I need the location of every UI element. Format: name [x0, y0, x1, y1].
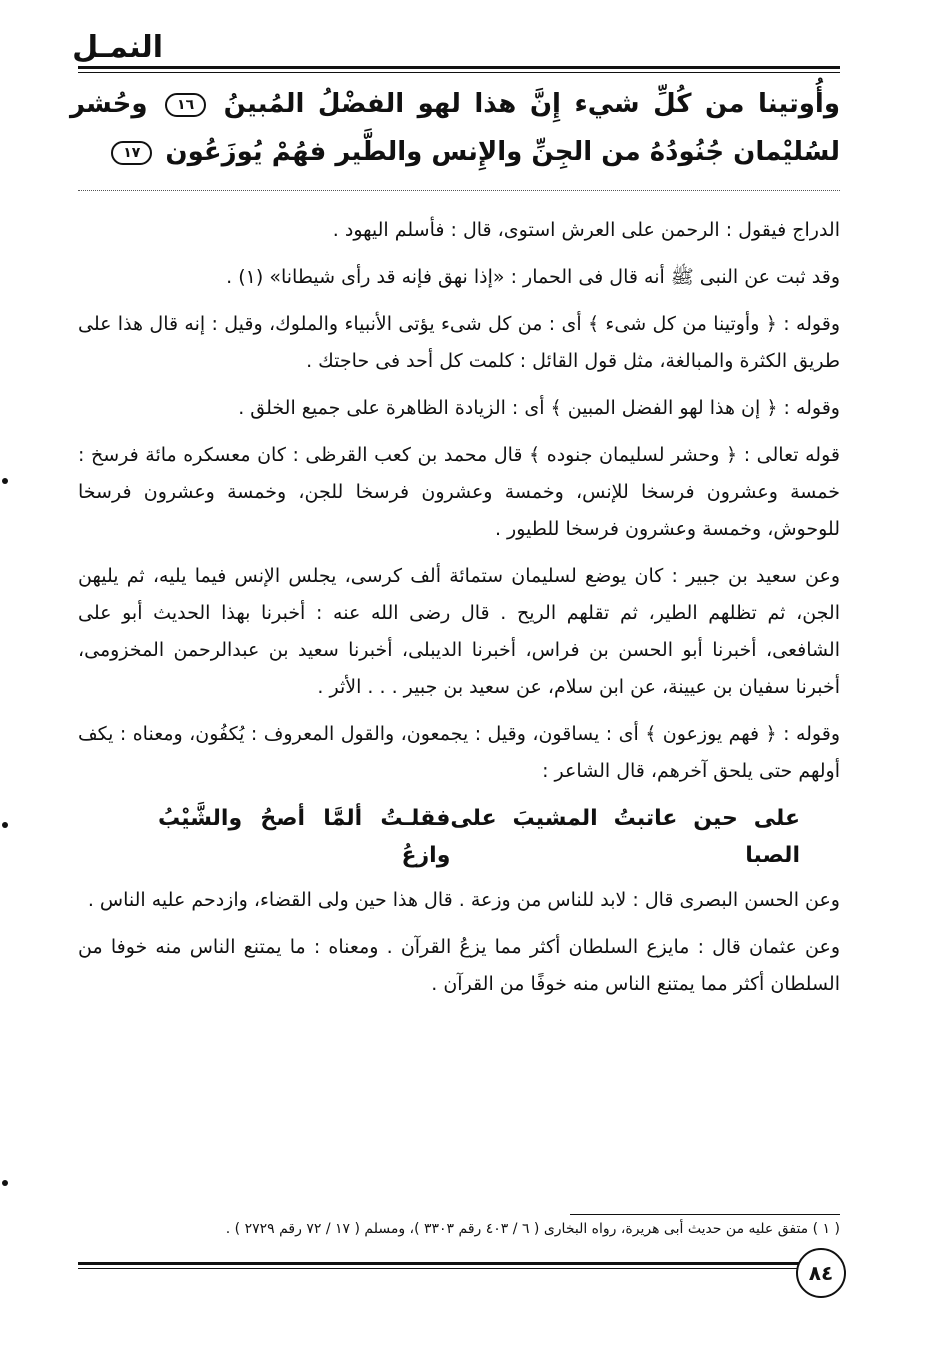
quran-verses: [70, 80, 840, 176]
paragraph: الدراج فيقول : الرحمن على العرش استوى، قال : فأسلم اليهود .: [332, 219, 840, 241]
poem-verse: [78, 800, 840, 874]
paragraph: وعن عثمان قال : مايزع السلطان أكثر مما يزعُ القرآن . ومعناه : ما يمتنع الناس منه خوفا من السلطان أكثر مما يمتنع الناس منه خوفًا من القرآن .: [78, 936, 840, 995]
ayah-marker-17: ١٧: [111, 141, 152, 165]
verse-separator: [78, 190, 840, 191]
footnote: ( ١ ) متفق عليه من حديث أبى هريرة، رواه البخارى ( ٦ / ٤٠٣ رقم ٣٣٠٣ )، ومسلم ( ١٧ / ٧٢ رقم ٢٧٢٩ ) .: [225, 1221, 840, 1237]
header-rule-thin: [78, 72, 840, 73]
footer-rule-thick: [78, 1262, 840, 1265]
scan-mark: [2, 478, 8, 484]
paragraph: وقوله : ﴿ إن هذا لهو الفضل المبين ﴾ أى : الزيادة الظاهرة على جميع الخلق .: [238, 397, 840, 419]
header-rule-thick: [78, 66, 840, 69]
scan-mark: [2, 822, 8, 828]
paragraph: وقوله : ﴿ وأوتينا من كل شىء ﴾ أى : من كل شىء يؤتى الأنبياء والملوك، وقيل : إنه قال هذا على طريق الكثرة والمبالغة، مثل قول القائل : كلمت كل أحد فى حاجتك .: [78, 313, 840, 372]
scan-mark: [2, 1180, 8, 1186]
paragraph: وقد ثبت عن النبى ﷺ أنه قال فى الحمار : «إذا نهق فإنه قد رأى شيطانا» (١) .: [226, 266, 840, 288]
commentary-body: [78, 212, 840, 1013]
poem-hemistich-second: فقلـتُ ألمَّا أصحُ والشَّيْبُ وازعُ: [158, 806, 451, 868]
ayah-marker-16: ١٦: [165, 93, 206, 117]
footnote-separator: [570, 1214, 840, 1215]
paragraph: قوله تعالى : ﴿ وحشر لسليمان جنوده ﴾ قال محمد بن كعب القرظى : كان معسكره مائة فرسخ : خمسة وعشرون فرسخا للإنس، وخمسة وعشرون فرسخا للجن، وخمسة وعشرون فرسخا للوحوش، وخمسة وعشرون فرسخا للطيور .: [78, 444, 840, 540]
verse-text-16: وأُوتينا من كُلِّ شيء إِنَّ هذا لهو الفضْلُ المُبينُ: [223, 89, 840, 119]
footer-rule-thin: [78, 1268, 840, 1269]
paragraph: وقوله : ﴿ فهم يوزعون ﴾ أى : يساقون، وقيل : يجمعون، والقول المعروف : يُكفُون، ومعناه : يكف أولهم حتى يلحق آخرهم، قال الشاعر :: [78, 723, 840, 782]
verse-text-17: وحُشر لسُليْمان جُنُودُهُ من الجِنِّ والإِنس والطَّير فهُمْ يُوزَعُون: [70, 89, 840, 167]
paragraph: وعن الحسن البصرى قال : لابد للناس من وزعة . قال هذا حين ولى القضاء، وازدحم عليه الناس .: [87, 889, 840, 911]
paragraph: وعن سعيد بن جبير : كان يوضع لسليمان ستمائة ألف كرسى، يجلس الإنس فيما يليه، ثم يليهن الجن، ثم تظلهم الطير، ثم تقلهم الريح . قال رضى الله عنه : أخبرنا بهذا الحديث أبو على الشافعى، أخبرنا أبو الحسن بن فراس، أخبرنا الديبلى، أخبرنا سعيد بن عبدالرحمن المخزومى، أخبرنا سفيان بن عيينة، عن ابن سلام، عن سعيد بن جبير . . . الأثر .: [78, 565, 840, 698]
poem-hemistich-first: على حين عاتبتُ المشيبَ على الصبا: [450, 806, 800, 868]
page-number: ٨٤: [796, 1248, 846, 1298]
surah-title: النمـل: [72, 30, 163, 65]
